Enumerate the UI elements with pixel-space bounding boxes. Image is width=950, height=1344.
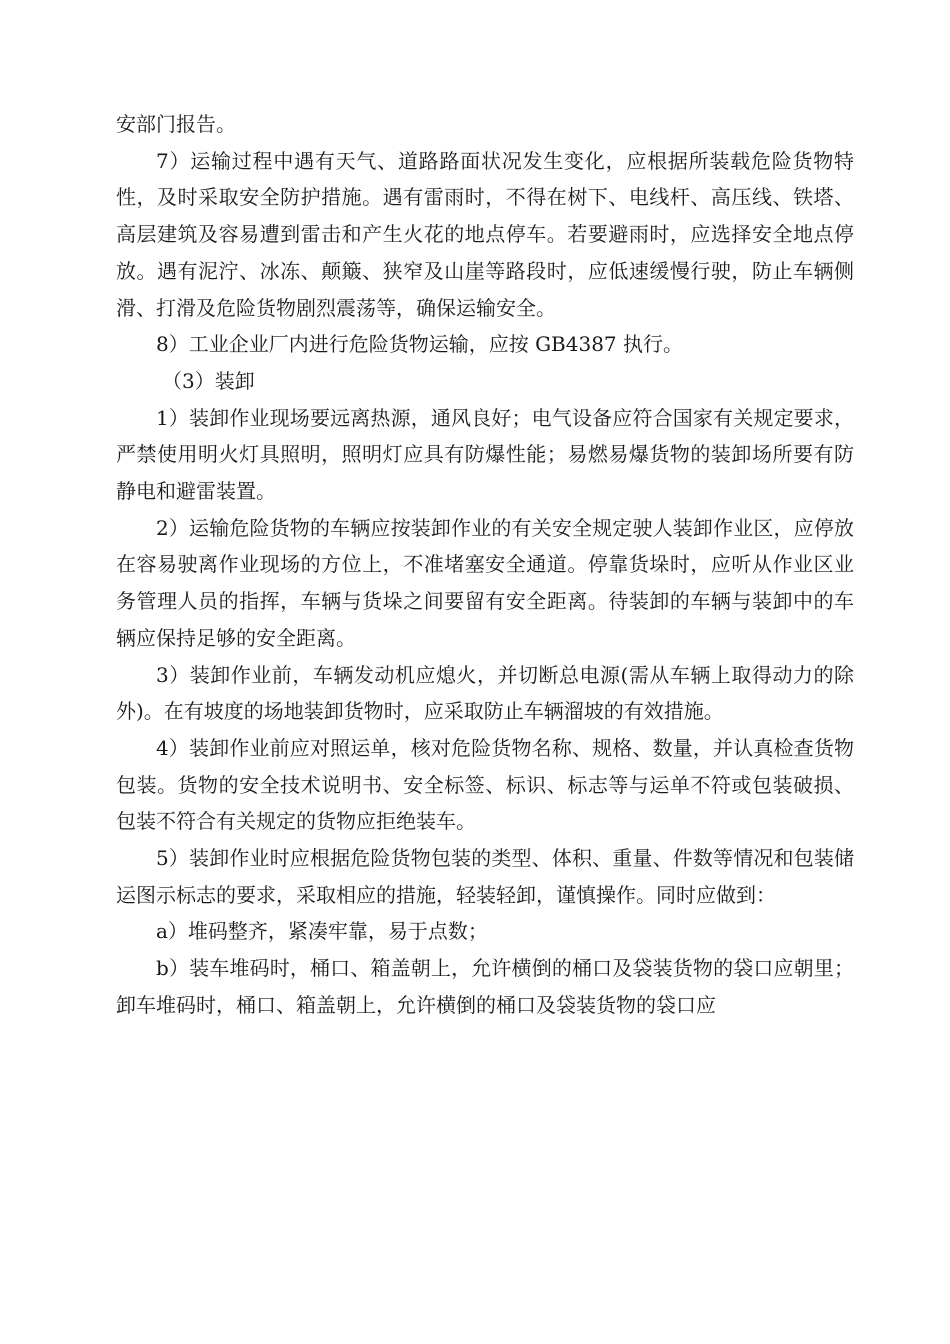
paragraph-continuation: 安部门报告。 (116, 112, 236, 136)
paragraph-item-7: 7）运输过程中遇有天气、道路路面状况发生变化，应根据所装载危险货物特性，及时采取安全防护措施。遇有雷雨时，不得在树下、电线杆、高压线、铁塔、高层建筑及容易遭到雷击和产生火花的地点停车。若要避雨时，应选择安全地点停放。遇有泥泞、冰冻、颠簸、狭窄及山崖等路段时，应低速缓慢行驶，防止车辆侧滑、打滑及危险货物剧烈震荡等，确保运输安全。 (116, 148, 854, 320)
list-item-a: a）堆码整齐，紧凑牢靠，易于点数； (156, 919, 488, 944)
paragraph-loading-3: 3）装卸作业前，车辆发动机应熄火，并切断总电源(需从车辆上取得动力的除外)。在有坡度的场地装卸货物时，应采取防止车辆溜坡的有效措施。 (116, 662, 854, 724)
paragraph-item-8: 8）工业企业厂内进行危险货物运输，应按 GB4387 执行。 (156, 332, 684, 357)
section-heading-loading: （3）装卸 (162, 368, 255, 393)
paragraph-loading-1: 1）装卸作业现场要远离热源，通风良好；电气设备应符合国家有关规定要求，严禁使用明火灯具照明，照明灯应具有防爆性能；易燃易爆货物的装卸场所要有防静电和避雷装置。 (116, 405, 854, 504)
list-item-b: b）装车堆码时，桶口、箱盖朝上，允许横倒的桶口及袋装货物的袋口应朝里；卸车堆码时，桶口、箱盖朝上，允许横倒的桶口及袋装货物的袋口应 (116, 956, 854, 1017)
paragraph-loading-2: 2）运输危险货物的车辆应按装卸作业的有关安全规定驶人装卸作业区，应停放在容易驶离作业现场的方位上，不准堵塞安全通道。停靠货垛时，应听从作业区业务管理人员的指挥，车辆与货垛之间要留有安全距离。待装卸的车辆与装卸中的车辆应保持足够的安全距离。 (116, 515, 854, 650)
paragraph-loading-5: 5）装卸作业时应根据危险货物包装的类型、体积、重量、件数等情况和包装储运图示标志的要求，采取相应的措施，轻装轻卸，谨慎操作。同时应做到： (116, 846, 854, 907)
paragraph-loading-4: 4）装卸作业前应对照运单，核对危险货物名称、规格、数量，并认真检查货物包装。货物的安全技术说明书、安全标签、标识、标志等与运单不符或包装破损、包装不符合有关规定的货物应拒绝装车。 (116, 735, 854, 834)
document-body (116, 106, 854, 1024)
